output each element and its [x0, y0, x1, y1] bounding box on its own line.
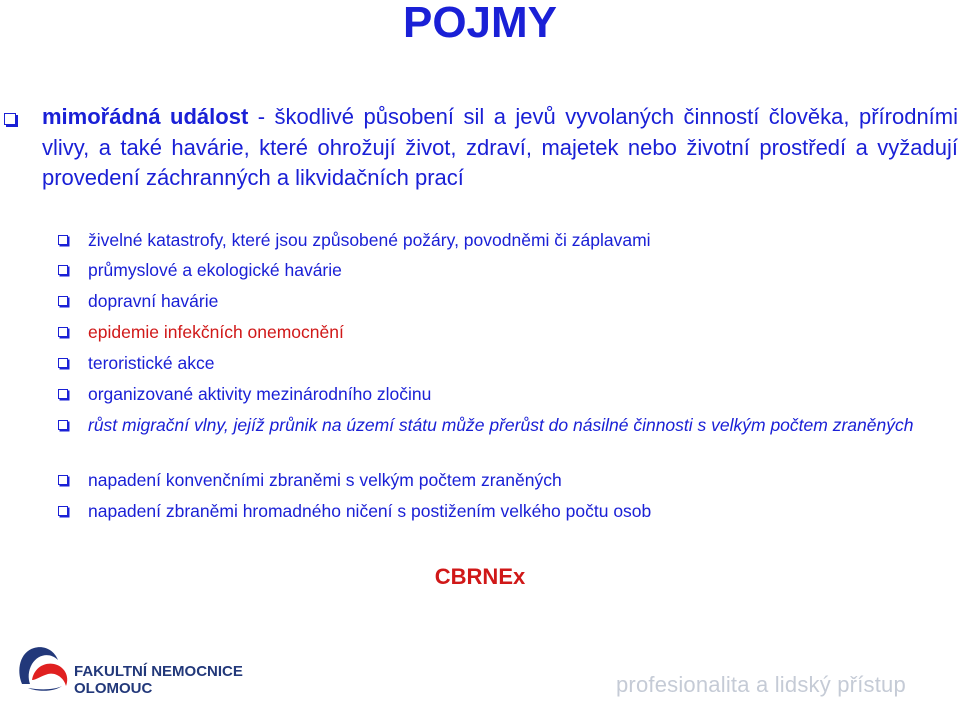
checkbox-bullet-icon: [58, 265, 68, 275]
hospital-name: [74, 663, 243, 697]
hospital-logo-icon: [14, 640, 74, 696]
cbrnex-label: CBRNEx: [434, 564, 526, 589]
list-item-text: růst migrační vlny, jejíž průnik na území státu může přerůst do násilné činnosti s velkým počtem zraněných: [88, 415, 914, 435]
checkbox-bullet-icon: [58, 358, 68, 368]
checkbox-bullet-icon: [58, 506, 68, 516]
checkbox-bullet-icon: [58, 475, 68, 485]
checkbox-bullet-icon: [58, 327, 68, 337]
list-item-text: epidemie infekčních onemocnění: [88, 322, 344, 342]
checkbox-bullet-icon: [58, 389, 68, 399]
checkbox-bullet-icon: [58, 235, 68, 245]
definition-term: mimořádná událost: [42, 104, 249, 129]
hospital-name-line2: OLOMOUC: [74, 680, 153, 697]
checkbox-bullet-icon: [4, 113, 16, 125]
list-item-text: živelné katastrofy, které jsou způsobené požáry, povodněmi či záplavami: [88, 230, 651, 250]
slogan: profesionalita a lidský přístup: [616, 672, 906, 697]
definition-description: - škodlivé působení sil a jevů vyvolaných činností člověka, přírodními vlivy, a také havárie, které ohrožují život, zdraví, majetek nebo životní prostředí a vyžadují provedení záchranných a likvidačních prací: [42, 104, 958, 190]
list-item-text: průmyslové a ekologické havárie: [88, 260, 342, 280]
definition-text: [42, 102, 958, 194]
list-item-text: dopravní havárie: [88, 291, 219, 311]
list-item-text: organizované aktivity mezinárodního zločinu: [88, 384, 432, 404]
checkbox-bullet-icon: [58, 420, 68, 430]
list-item-text: napadení konvenčními zbraněmi s velkým počtem zraněných: [88, 470, 562, 490]
hospital-name-line1: FAKULTNÍ NEMOCNICE: [74, 663, 243, 680]
list-item-text: teroristické akce: [88, 353, 215, 373]
page-title: POJMY: [402, 0, 558, 47]
checkbox-bullet-icon: [58, 296, 68, 306]
list-item-text: napadení zbraněmi hromadného ničení s postižením velkého počtu osob: [88, 501, 652, 521]
